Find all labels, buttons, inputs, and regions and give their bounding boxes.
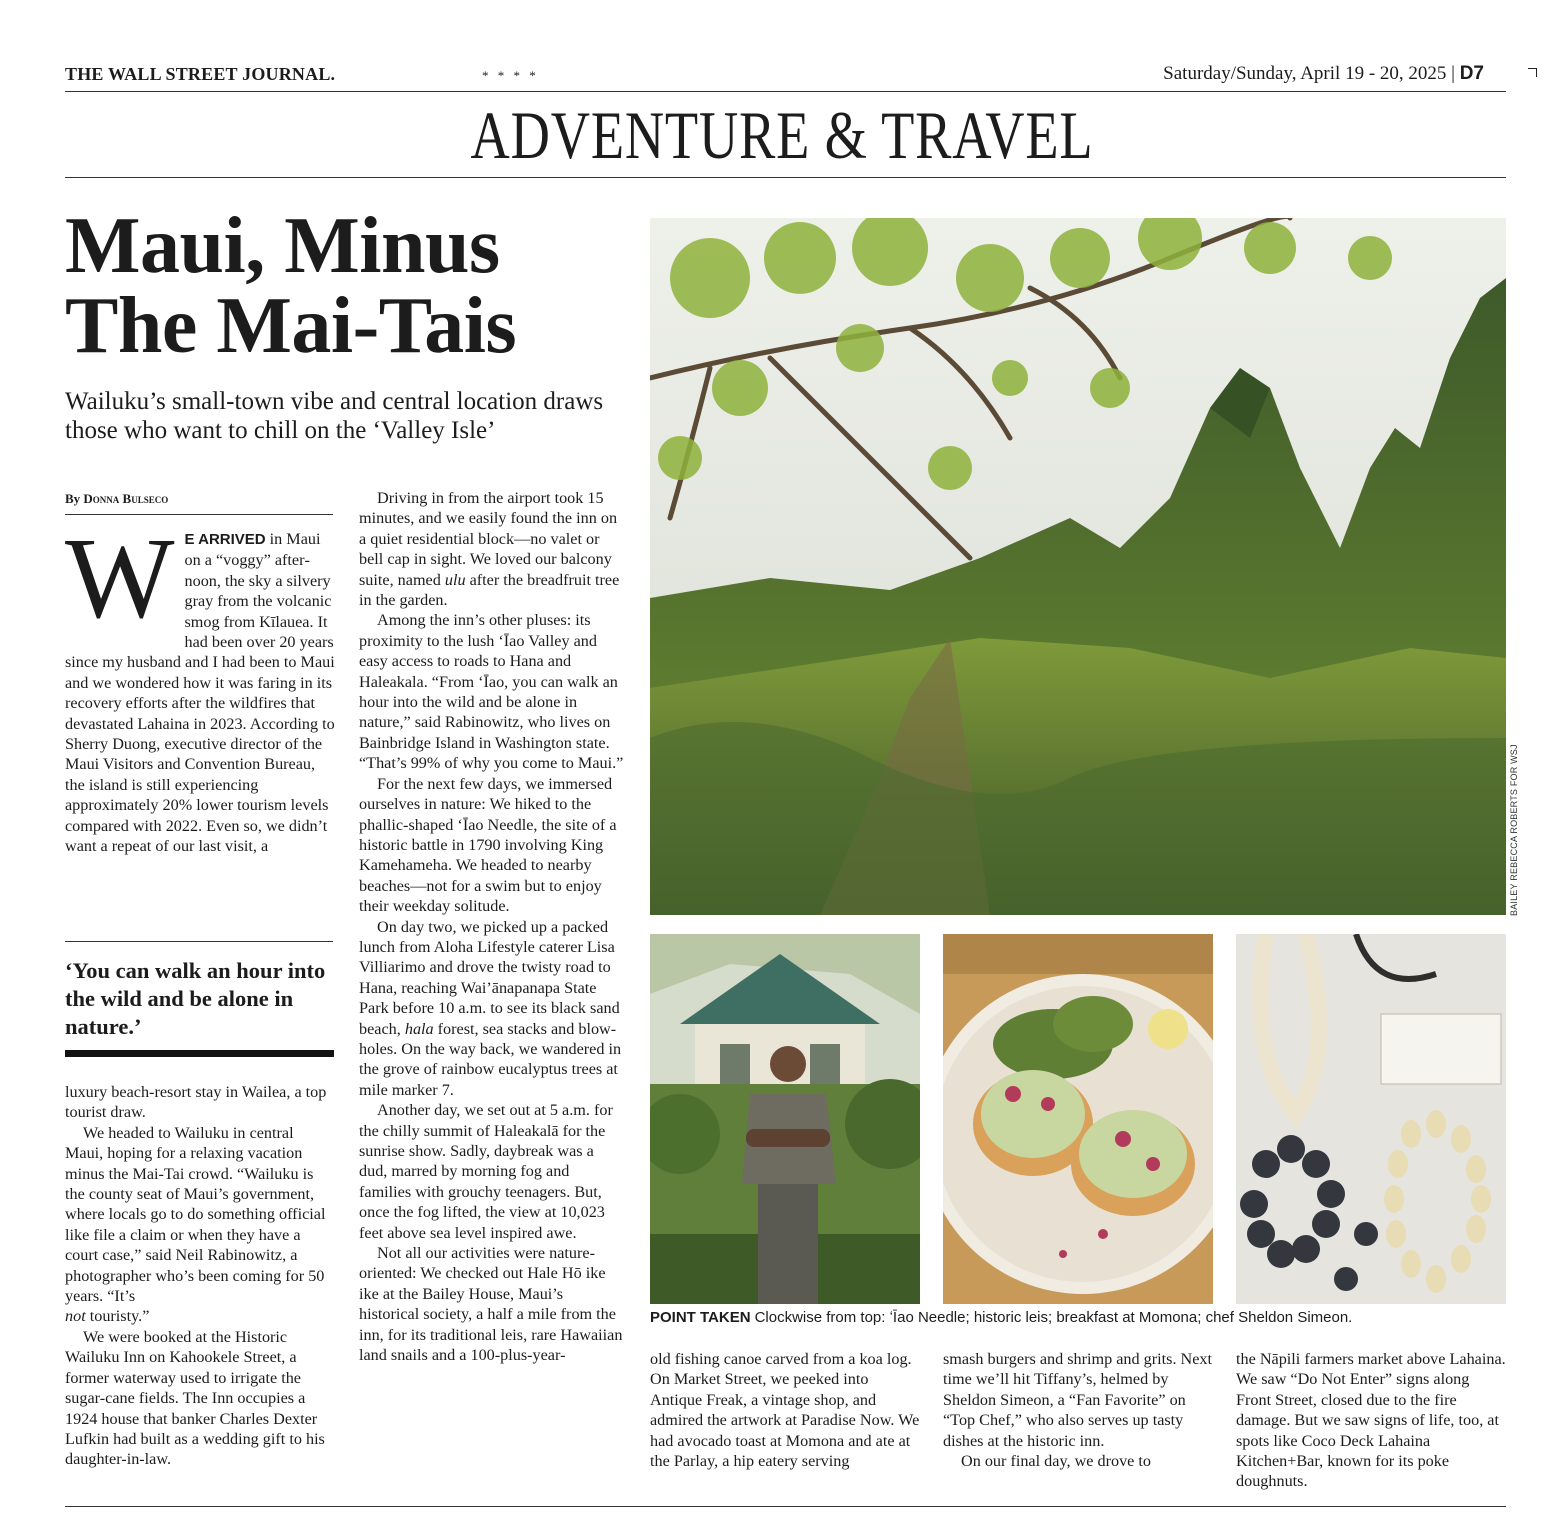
- breakfast-photo: [943, 934, 1213, 1304]
- paragraph-7: [359, 917, 625, 1101]
- iao-needle-photo: [650, 218, 1506, 915]
- byline: [65, 491, 168, 507]
- paragraph-5: Among the inn’s other pluses: its proximity to the lush ʻĪao Valley and easy access to roads to Hana and Haleakala. “From ʻĪao, you can walk an hour into the wild and be alone in nature,” said Rabinowitz, who lives on Bainbridge Island in Washington state. “That’s 99% of why you come to Maui.”: [359, 611, 624, 773]
- article-column-1-bottom: [65, 1082, 335, 1470]
- pullquote-rule-top: [65, 941, 333, 942]
- paragraph-3: We were booked at the Historic Wailuku Inn on Kahookele Street, a former waterway used to irrigate the sugar-cane fields. The Inn occupies a 1924 house that banker Charles Dexter Lufkin had built as a wedding gift to his daughter-in-law.: [65, 1327, 325, 1469]
- section-title: ADVENTURE & TRAVEL: [470, 97, 1094, 173]
- page-bottom-rule: [65, 1506, 1506, 1507]
- pullquote-rule-bottom: [65, 1050, 334, 1057]
- paragraph-4-text: Driving in from the airport took 15 minutes, and we easily found the inn on a quiet residential block—no valet or bell cap in sight. We loved our balcony suite, named: [359, 489, 618, 589]
- iao-needle-illustration: [650, 218, 1506, 915]
- pullquote: ‘You can walk an hour into the wild and be alone in nature.’: [65, 958, 326, 1039]
- article-column-3: [650, 1349, 920, 1471]
- paragraph-2-emphasis: not: [65, 1307, 86, 1326]
- paragraph-4-end: after the breadfruit tree in the garden.: [359, 570, 620, 610]
- caption-label: POINT TAKEN: [650, 1309, 751, 1326]
- photo-credit: BAILEY REBECCA ROBERTS FOR WSJ: [1509, 744, 1519, 916]
- paragraph-6: For the next few days, we immersed ourselves in nature: We hiked to the phallic-shaped ʻĪao Needle, the site of a historic battle in 1790 involving King Kamehameha. We headed to nearby beaches—not for a swim but to enjoy their weekday solitude.: [359, 774, 617, 916]
- article-column-1-top: [65, 515, 335, 857]
- paragraph-10: On our final day, we drove to: [961, 1452, 1151, 1471]
- dek: Wailuku’s small-town vibe and central location draws those who want to chill on the ‘Valley Isle’: [65, 388, 604, 444]
- headline-line-2: The Mai-Tais: [65, 282, 517, 370]
- section-rule: [65, 177, 1506, 178]
- page-number: D7: [1459, 63, 1484, 84]
- crop-mark: [1528, 68, 1537, 77]
- headline: [65, 202, 625, 370]
- paragraph-8: Another day, we set out at 5 a.m. for the chilly summit of Haleakalā for the sunrise show. Sadly, daybreak was a dud, marred by morning fog and families with grouchy teenagers. But, once the fog lifted, the view at 10,023 feet above sea level inspired awe.: [359, 1101, 613, 1242]
- edition-stars: * * * *: [482, 68, 539, 83]
- paragraph-7-text: On day two, we picked up a packed lunch from Aloha Lifestyle caterer Lisa Villiarimo and drove the twisty road to Hana, reaching Wai’ānapanapa State Park before 10 a.m. to see its black sand beach,: [359, 917, 620, 1038]
- paragraph-2-end: touristy.”: [85, 1307, 150, 1326]
- article-column-4: [943, 1349, 1213, 1471]
- lead-in: E ARRIVED: [184, 531, 266, 548]
- headline-line-1: Maui, Minus: [65, 202, 500, 290]
- caption-text: Clockwise from top: ʻĪao Needle; historic leis; breakfast at Momona; chef Sheldon Simeon.: [754, 1309, 1353, 1326]
- article-column-2: [359, 488, 625, 1365]
- chef-photo: [650, 934, 920, 1304]
- paragraph-4-emphasis: ulu: [444, 570, 466, 589]
- issue-date-text: Saturday/Sunday, April 19 - 20, 2025: [1163, 63, 1447, 84]
- newspaper-name: THE WALL STREET JOURNAL.: [65, 64, 336, 84]
- byline-prefix: By: [65, 491, 84, 506]
- paragraph-9: Not all our activities were nature-oriented: We checked out Hale Hō ike ike at the Bailey House, Maui’s historical society, a half a mile from the inn, for its traditional leis, rare Hawaiian land snails and a 100-plus-year-: [359, 1244, 623, 1365]
- byline-author: Donna Bulseco: [83, 491, 169, 506]
- paragraph-4: [359, 488, 625, 610]
- paragraph-1: in Maui on a “voggy” afternoon, the sky a silvery gray from the volcanic smog from Kīlauea. It had been over 20 years since my husband and I had been to Maui and we wondered how it was faring in its recovery efforts after the wildfires that devastated Lahaina in 2023. According to Sherry Duong, executive director of the Maui Visitors and Convention Bureau, the island is still experiencing approximately 20% lower tourism levels compared with 2022. Even so, we didn’t want a repeat of our last visit, a: [65, 530, 335, 856]
- issue-date: [1163, 63, 1484, 85]
- paragraph-2-text: We headed to Wailuku in central Maui, hoping for a relaxing vacation minus the Mai-Tai crowd. “Wailuku is the county seat of Maui’s government, where locals go to do something official like file a claim or when they have a court case,” said Neil Rabinowitz, a photographer who’s been coming for 50 years. “It’s: [65, 1123, 326, 1306]
- paragraph-9-continued-2: smash burgers and shrimp and grits. Next time we’ll hit Tiffany’s, helmed by Sheldon Simeon, a “Fan Favorite” on “Top Chef,” who also serves up tasty dishes at the historic inn.: [943, 1350, 1213, 1450]
- paragraph-10-continued: the Nāpili farmers market above Lahaina. We saw “Do Not Enter” signs along Front Street, closed due to the fire damage. But we saw signs of life, too, at spots like Coco Deck Lahaina Kitchen+Bar, known for its poke doughnuts.: [1236, 1350, 1506, 1491]
- paragraph-9-continued: old fishing canoe carved from a koa log. On Market Street, we peeked into Antique Freak, a vintage shop, and admired the artwork at Paradise Now. We had avocado toast at Momona and ate at the Parlay, a hip eatery serving: [650, 1350, 920, 1471]
- chef-illustration: [650, 934, 920, 1304]
- date-separator: |: [1451, 63, 1455, 84]
- paragraph-7-end: forest, sea stacks and blowholes. On the way back, we wandered in the grove of rainbow eucalyptus trees at mile marker 7.: [359, 1019, 622, 1099]
- historic-leis-photo: [1236, 934, 1506, 1304]
- drop-cap: W: [65, 515, 175, 643]
- article-column-5: [1236, 1349, 1506, 1492]
- photo-caption: [650, 1309, 1506, 1326]
- paragraph-7-emphasis: hala: [404, 1019, 434, 1038]
- masthead-rule: [65, 91, 1506, 92]
- leis-illustration: [1236, 934, 1506, 1304]
- breakfast-illustration: [943, 934, 1213, 1304]
- paragraph-1-continued: luxury beach-resort stay in Wailea, a top tourist draw.: [65, 1083, 327, 1122]
- paragraph-2: [65, 1123, 335, 1327]
